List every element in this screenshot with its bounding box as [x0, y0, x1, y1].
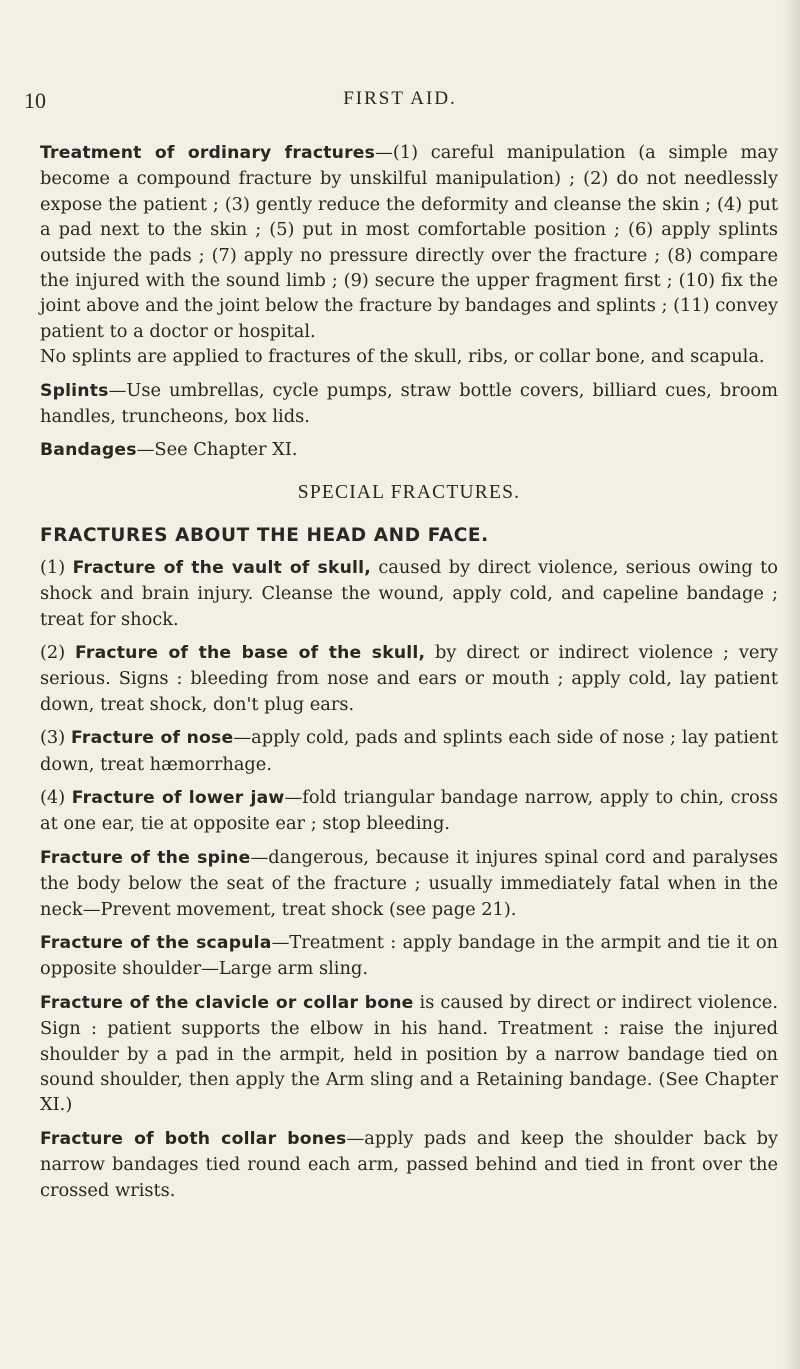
bandages-paragraph [40, 437, 778, 463]
item-number: (1) [40, 556, 66, 578]
splints-paragraph [40, 378, 778, 430]
item-heading: Fracture of the base of the skull, [75, 642, 426, 663]
treatment-text: —(1) careful manipulation (a simple may become a compound fracture by unskilful manipulation) ; (2) do not needlessly expose the patient ; (3) gently reduce the deformity and cleanse the skin ; (4) put a pad next to the skin ; (5) put in most comfortable position ; (6) apply splints outside the pads ; (7) apply no pressure directly over the fracture ; (8) compare the injured with the sound limb ; (9) secure the upper fragment first ; (10) fix the joint above and the joint below the fracture by bandages and splints ; (11) convey patient to a doctor or hospital. [40, 142, 778, 342]
item-heading: Fracture of the spine [40, 847, 251, 868]
bandages-text: —See Chapter XI. [136, 439, 298, 461]
item-number: (2) [40, 641, 66, 663]
item-heading: Fracture of the clavicle or collar bone [40, 992, 414, 1013]
no-splints-text: No splints are applied to fractures of the skull, ribs, or collar bone, and scapula. [40, 346, 765, 368]
page-edge-shadow [782, 0, 800, 1369]
item-text: —apply pads and keep the shoulder back by narrow bandages tied round each arm, passed behind and tied in front over the crossed wrists. [40, 1127, 778, 1201]
item-text: —dangerous, because it injures spinal cord and paralyses the body below the seat of the fracture ; usually immediately fatal when in the neck—Prevent movement, treat shock (see page 21). [40, 846, 778, 920]
list-item [40, 555, 778, 632]
page-number: 10 [24, 88, 46, 113]
list-item [40, 990, 778, 1118]
splints-heading: Splints [40, 380, 109, 401]
item-text: —fold triangular bandage narrow, apply to chin, cross at one ear, tie at opposite ear ; stop bleeding. [40, 786, 779, 835]
bandages-heading: Bandages [40, 440, 137, 461]
list-item [40, 930, 778, 982]
page-header [0, 88, 800, 118]
item-heading: Fracture of nose [71, 728, 234, 749]
page-body [40, 140, 778, 1203]
treatment-paragraph [40, 140, 778, 344]
list-item [40, 725, 778, 777]
treatment-heading: Treatment of ordinary fractures [40, 143, 376, 163]
item-text: —apply cold, pads and splints each side of nose ; lay patient down, treat hæmorrhage. [40, 727, 779, 775]
item-text: —Treatment : apply bandage in the armpit and tie it on opposite shoulder—Large arm sling. [40, 931, 779, 980]
item-number: (3) [40, 727, 66, 749]
running-head: FIRST AID. [343, 88, 457, 109]
list-item [40, 785, 778, 837]
item-heading: Fracture of both collar bones [40, 1128, 347, 1149]
list-item [40, 1126, 778, 1203]
item-text: by direct or indirect violence ; very serious. Signs : bleeding from nose and ears or mouth ; apply cold, lay patient down, treat shock, don't plug ears. [40, 641, 778, 715]
item-heading: Fracture of the scapula [40, 932, 272, 953]
item-heading: Fracture of lower jaw [71, 787, 285, 808]
list-item [40, 845, 778, 922]
item-number: (4) [40, 786, 66, 808]
subsection-title: FRACTURES ABOUT THE HEAD AND FACE. [40, 525, 489, 547]
splints-text: —Use umbrellas, cycle pumps, straw bottle covers, billiard cues, broom handles, truncheons, box lids. [40, 379, 778, 428]
list-item [40, 640, 778, 717]
item-text: caused by direct violence, serious owing to shock and brain injury. Cleanse the wound, apply cold, and capeline bandage ; treat for shock. [40, 556, 778, 630]
section-title: SPECIAL FRACTURES. [297, 481, 521, 503]
no-splints-paragraph [40, 344, 778, 369]
item-heading: Fracture of the vault of skull, [72, 557, 371, 578]
item-text: is caused by direct or indirect violence. Sign : patient supports the elbow in his hand. Treatment : raise the injured shoulder by a pad in the armpit, held in position by a narrow bandage tied on sound shoulder, then apply the Arm sling and a Retaining bandage. (See Chapter XI.) [40, 991, 778, 1116]
